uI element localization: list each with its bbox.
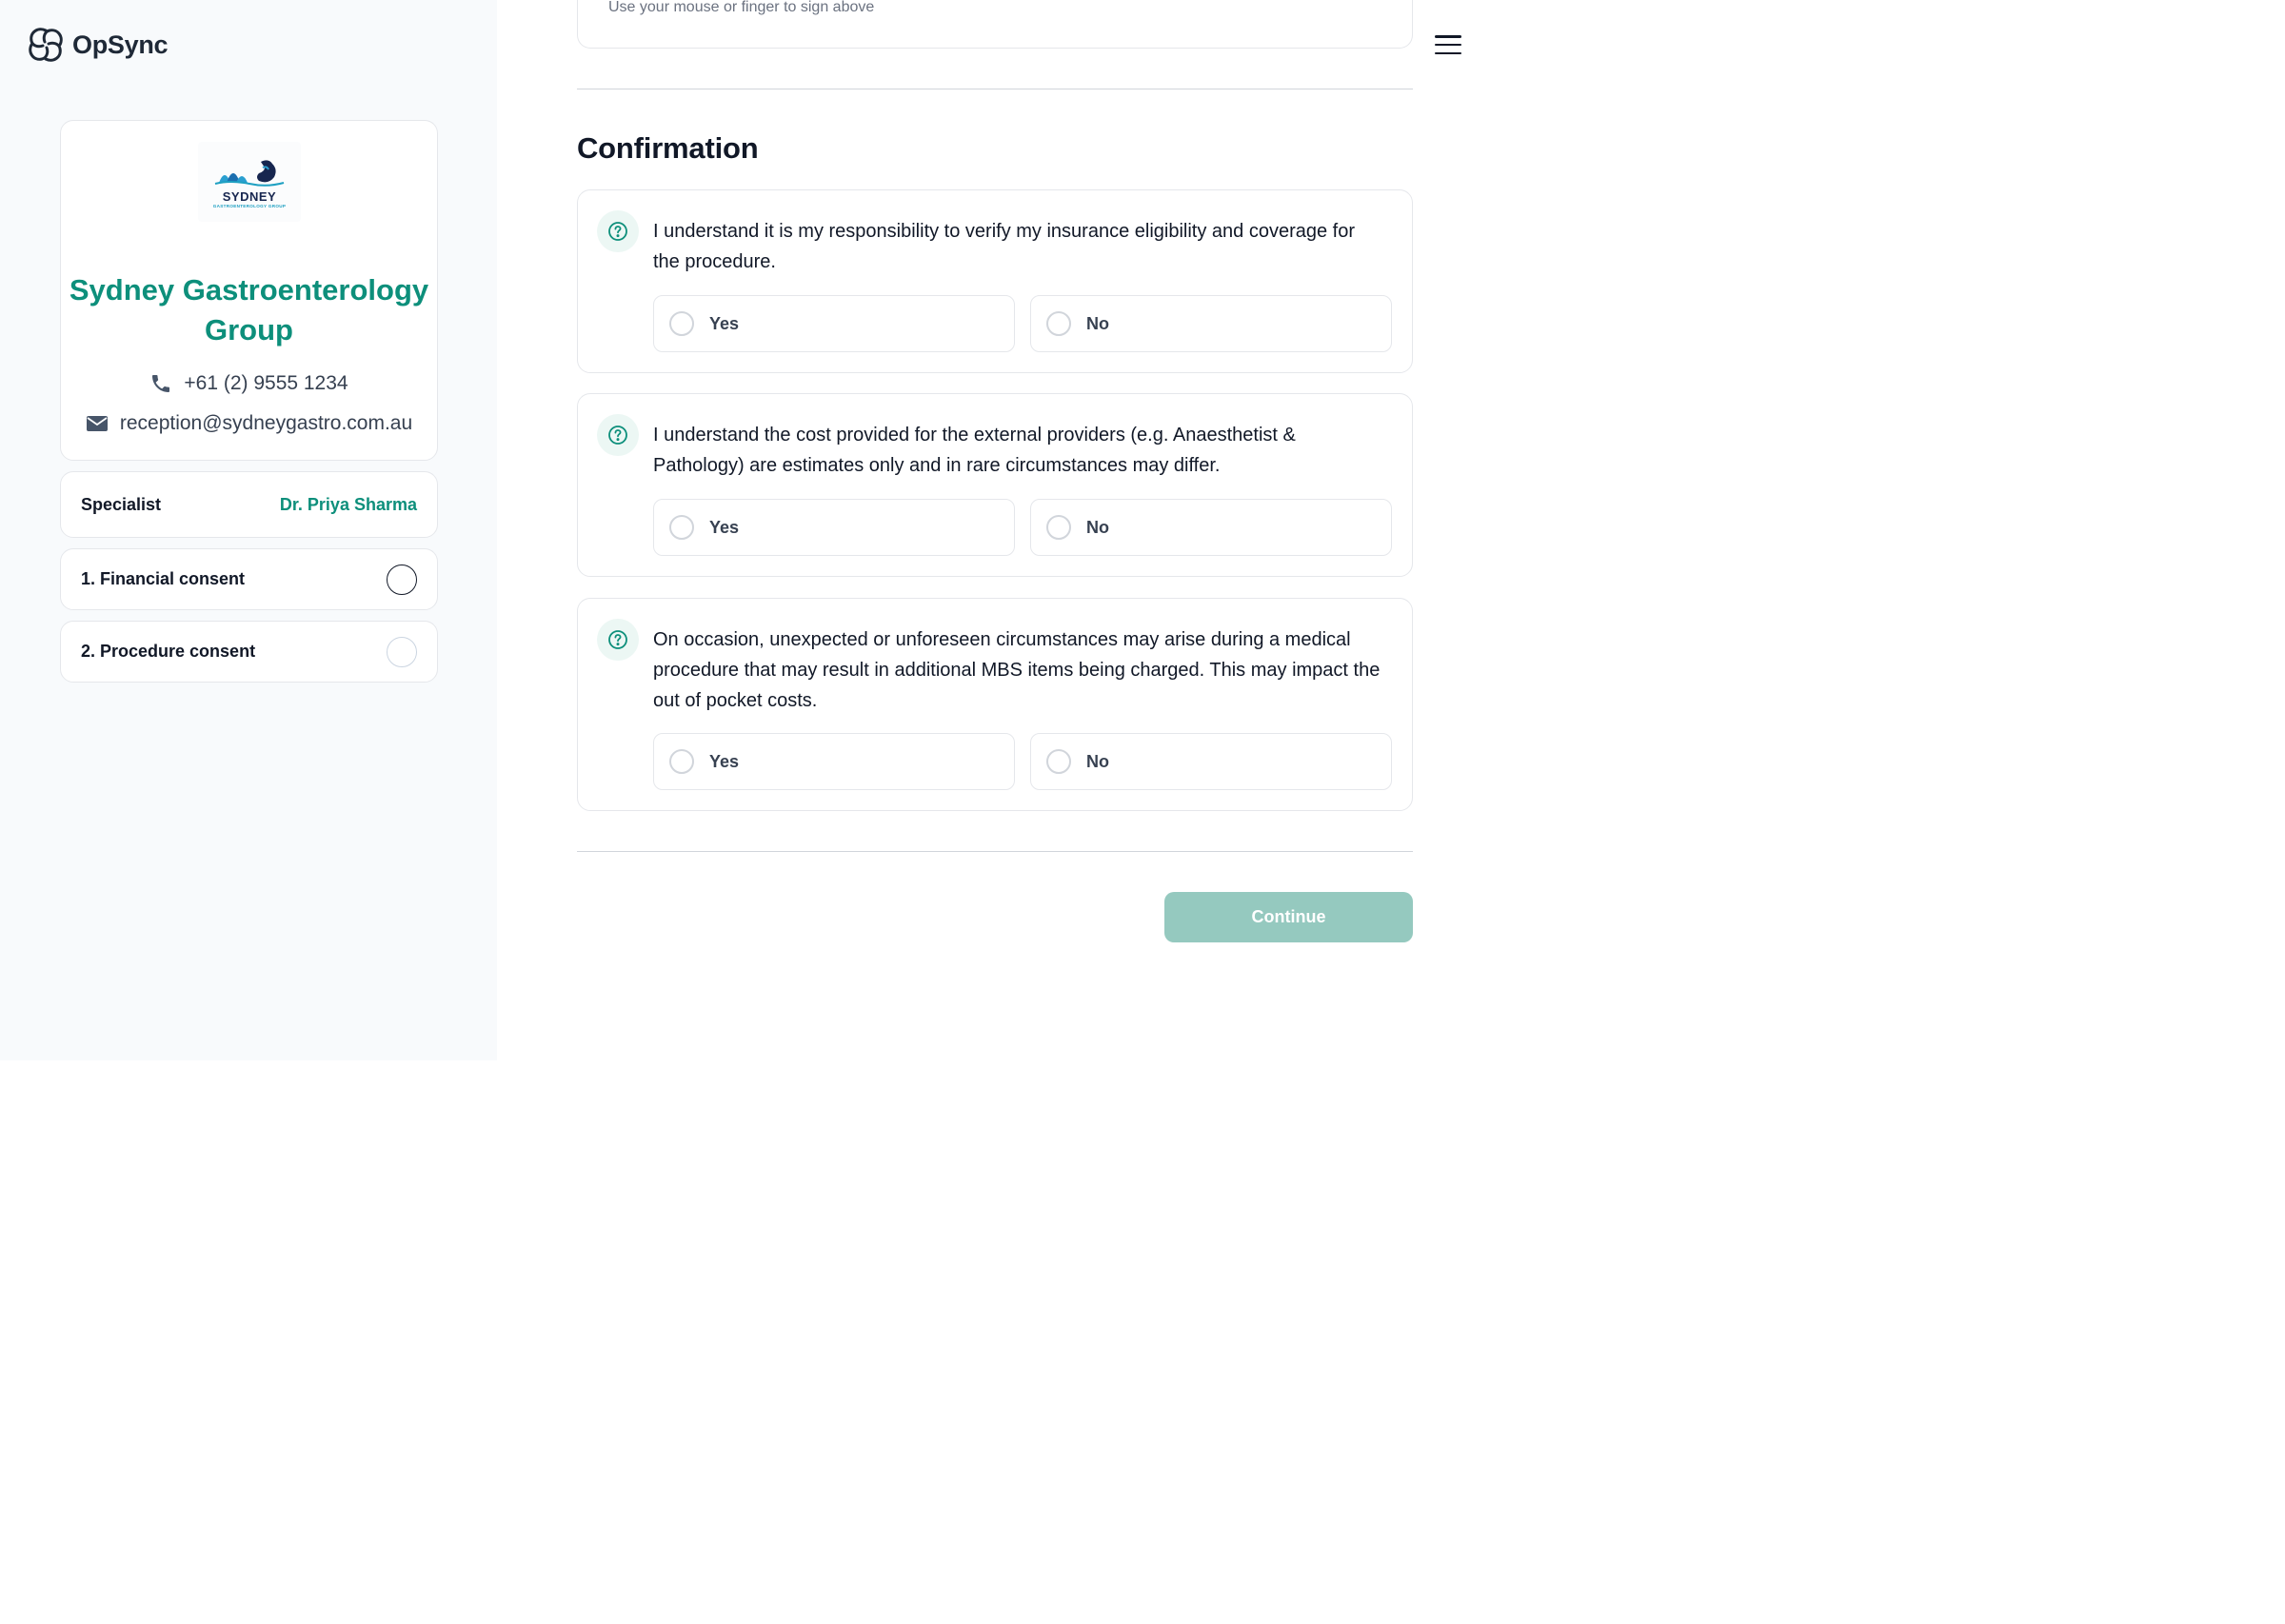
yes-option[interactable] (653, 733, 1015, 790)
divider (577, 851, 1413, 852)
clinic-phone[interactable] (61, 372, 437, 395)
question-text: I understand it is my responsibility to verify my insurance eligibility and coverage for the procedure. (653, 221, 1355, 272)
specialist-card (60, 471, 438, 538)
step-procedure-consent[interactable] (60, 621, 438, 683)
sidebar (0, 0, 497, 1060)
confirmation-question (577, 189, 1413, 373)
confirmation-question (577, 393, 1413, 577)
signature-hint: Use your mouse or finger to sign above (608, 0, 875, 15)
question-circle-icon (597, 619, 639, 661)
clinic-logo-word: SYDNEY (222, 188, 277, 204)
option-label: Yes (709, 313, 740, 333)
hamburger-menu-icon[interactable] (1433, 32, 1463, 57)
phone-icon (149, 372, 172, 395)
option-label: No (1086, 313, 1109, 333)
step-label: 1. Financial consent (81, 569, 246, 588)
radio-button[interactable] (1046, 515, 1071, 540)
step-status-circle-icon (387, 564, 417, 595)
yes-option[interactable] (653, 499, 1015, 556)
menu-line (1435, 44, 1461, 47)
opera-house-icon (211, 156, 288, 188)
no-option[interactable] (1030, 295, 1392, 352)
continue-button[interactable]: Continue (1164, 892, 1413, 942)
question-circle-icon (597, 414, 639, 456)
signature-pad[interactable] (577, 0, 1413, 49)
no-option[interactable] (1030, 733, 1392, 790)
no-option[interactable] (1030, 499, 1392, 556)
menu-line (1435, 52, 1461, 55)
question-text: I understand the cost provided for the external providers (e.g. Anaesthetist & Pathology) are estimates only and in rare circumstances may differ. (653, 425, 1296, 476)
option-label: Yes (709, 751, 740, 771)
step-financial-consent[interactable] (60, 548, 438, 610)
specialist-label: Specialist (81, 494, 162, 514)
radio-button[interactable] (669, 515, 694, 540)
confirmation-question (577, 598, 1413, 811)
step-status-circle-icon (387, 637, 417, 667)
clinic-phone-text: +61 (2) 9555 1234 (184, 372, 348, 394)
clinic-card (60, 120, 438, 461)
clinic-logo (198, 142, 301, 222)
option-label: Yes (709, 517, 740, 537)
menu-line (1435, 35, 1461, 38)
radio-button[interactable] (669, 311, 694, 336)
radio-button[interactable] (669, 749, 694, 774)
brand[interactable] (23, 23, 168, 67)
confirmation-title: Confirmation (577, 131, 759, 165)
clinic-email-text: reception@sydneygastro.com.au (119, 412, 413, 434)
option-label: No (1086, 517, 1109, 537)
radio-button[interactable] (1046, 311, 1071, 336)
clinic-name: Sydney Gastroenterology Group (69, 273, 429, 347)
opsync-logo-icon (23, 23, 69, 67)
radio-button[interactable] (1046, 749, 1071, 774)
question-circle-icon (597, 210, 639, 252)
clinic-logo-subtitle: GASTROENTEROLOGY GROUP (212, 203, 287, 208)
specialist-name: Dr. Priya Sharma (279, 494, 417, 514)
option-label: No (1086, 751, 1109, 771)
clinic-email[interactable] (61, 412, 437, 435)
envelope-icon (86, 414, 109, 433)
step-label: 2. Procedure consent (81, 642, 256, 661)
brand-name: OpSync (72, 30, 169, 59)
yes-option[interactable] (653, 295, 1015, 352)
question-text: On occasion, unexpected or unforeseen circumstances may arise during a medical procedure that may result in additional MBS items being charged. This may impact the out of pocket costs. (653, 629, 1381, 711)
